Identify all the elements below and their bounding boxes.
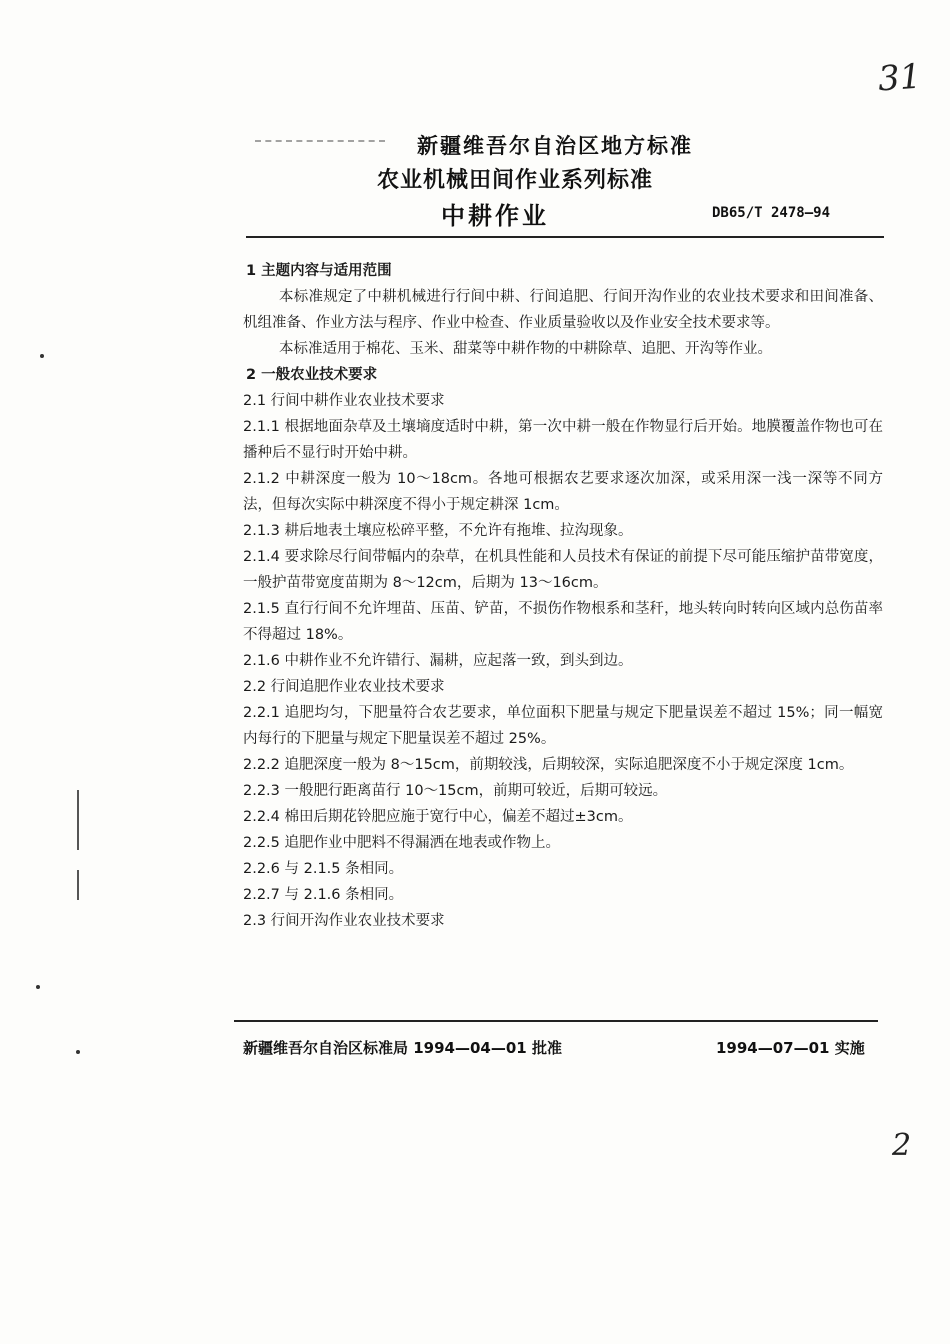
document-title: 中耕作业 <box>441 202 549 230</box>
clause: 2.2.3 一般肥行距离苗行 10～15cm，前期可较近，后期可较远。 <box>243 783 668 799</box>
clause: 2.2.6 与 2.1.5 条相同。 <box>243 861 404 877</box>
document-body <box>243 258 883 934</box>
clause: 2.1.5 直行行间不允许埋苗、压苗、铲苗，不损伤作物根系和茎秆，地头转向时转向区域内总伤苗率不得超过 18%。 <box>243 601 883 643</box>
clause: 2.1.1 根据地面杂草及土壤墒度适时中耕，第一次中耕一般在作物显行后开始。地膜覆盖作物也可在播种后不显行时开始中耕。 <box>243 419 883 461</box>
scan-line <box>77 790 79 850</box>
clause: 2.2.1 追肥均匀，下肥量符合农艺要求，单位面积下肥量与规定下肥量误差不超过 15%；同一幅宽内每行的下肥量与规定下肥量误差不超过 25%。 <box>243 705 883 747</box>
paragraph: 本标准规定了中耕机械进行行间中耕、行间追肥、行间开沟作业的农业技术要求和田间准备、机组准备、作业方法与程序、作业中检查、作业质量验收以及作业安全技术要求等。 <box>243 289 883 331</box>
clause: 2.2.4 棉田后期花铃肥应施于宽行中心，偏差不超过±3cm。 <box>243 809 633 825</box>
clause: 2.2.7 与 2.1.6 条相同。 <box>243 887 404 903</box>
clause: 2.1.6 中耕作业不允许错行、漏耕，应起落一致，到头到边。 <box>243 653 633 669</box>
standard-code: DB65/T 2478—94 <box>712 205 831 221</box>
clause: 2.1 行间中耕作业农业技术要求 <box>243 393 445 409</box>
clause: 2.2.5 追肥作业中肥料不得漏洒在地表或作物上。 <box>243 835 561 851</box>
handwritten-page-number-bottom: 2 <box>892 1128 912 1163</box>
header-rule <box>246 236 884 238</box>
scan-line <box>77 870 79 900</box>
clause: 2.1.4 要求除尽行间带幅内的杂草，在机具性能和人员技术有保证的前提下尽可能压缩护苗带宽度，一般护苗带宽度苗期为 8～12cm，后期为 13～16cm。 <box>243 549 883 591</box>
handwritten-page-number-top: 31 <box>876 56 923 100</box>
approval-line: 新疆维吾尔自治区标准局 1994—04—01 批准 <box>243 1039 562 1057</box>
issuer-heading: 新疆维吾尔自治区地方标准 <box>417 134 693 158</box>
clause: 2.1.3 耕后地表土壤应松碎平整，不允许有拖堆、拉沟现象。 <box>243 523 633 539</box>
clause: 2.2.2 追肥深度一般为 8～15cm，前期较浅，后期较深，实际追肥深度不小于规定深度 1cm。 <box>243 757 854 773</box>
effective-date: 1994—07—01 实施 <box>716 1039 865 1057</box>
scan-speck <box>40 354 44 358</box>
clause: 2.1.2 中耕深度一般为 10～18cm。各地可根据农艺要求逐次加深，或采用深一浅一深等不同方法，但每次实际中耕深度不得小于规定耕深 1cm。 <box>243 471 883 513</box>
section-heading: 1 主题内容与适用范围 <box>246 263 392 279</box>
scan-speck <box>76 1050 80 1054</box>
paragraph: 本标准适用于棉花、玉米、甜菜等中耕作物的中耕除草、追肥、开沟等作业。 <box>279 341 772 357</box>
scan-speck <box>36 985 40 989</box>
series-heading: 农业机械田间作业系列标准 <box>376 168 653 193</box>
clause: 2.2 行间追肥作业农业技术要求 <box>243 679 445 695</box>
clause: 2.3 行间开沟作业农业技术要求 <box>243 913 445 929</box>
section-heading: 2 一般农业技术要求 <box>246 367 378 383</box>
footer-rule <box>234 1020 878 1022</box>
